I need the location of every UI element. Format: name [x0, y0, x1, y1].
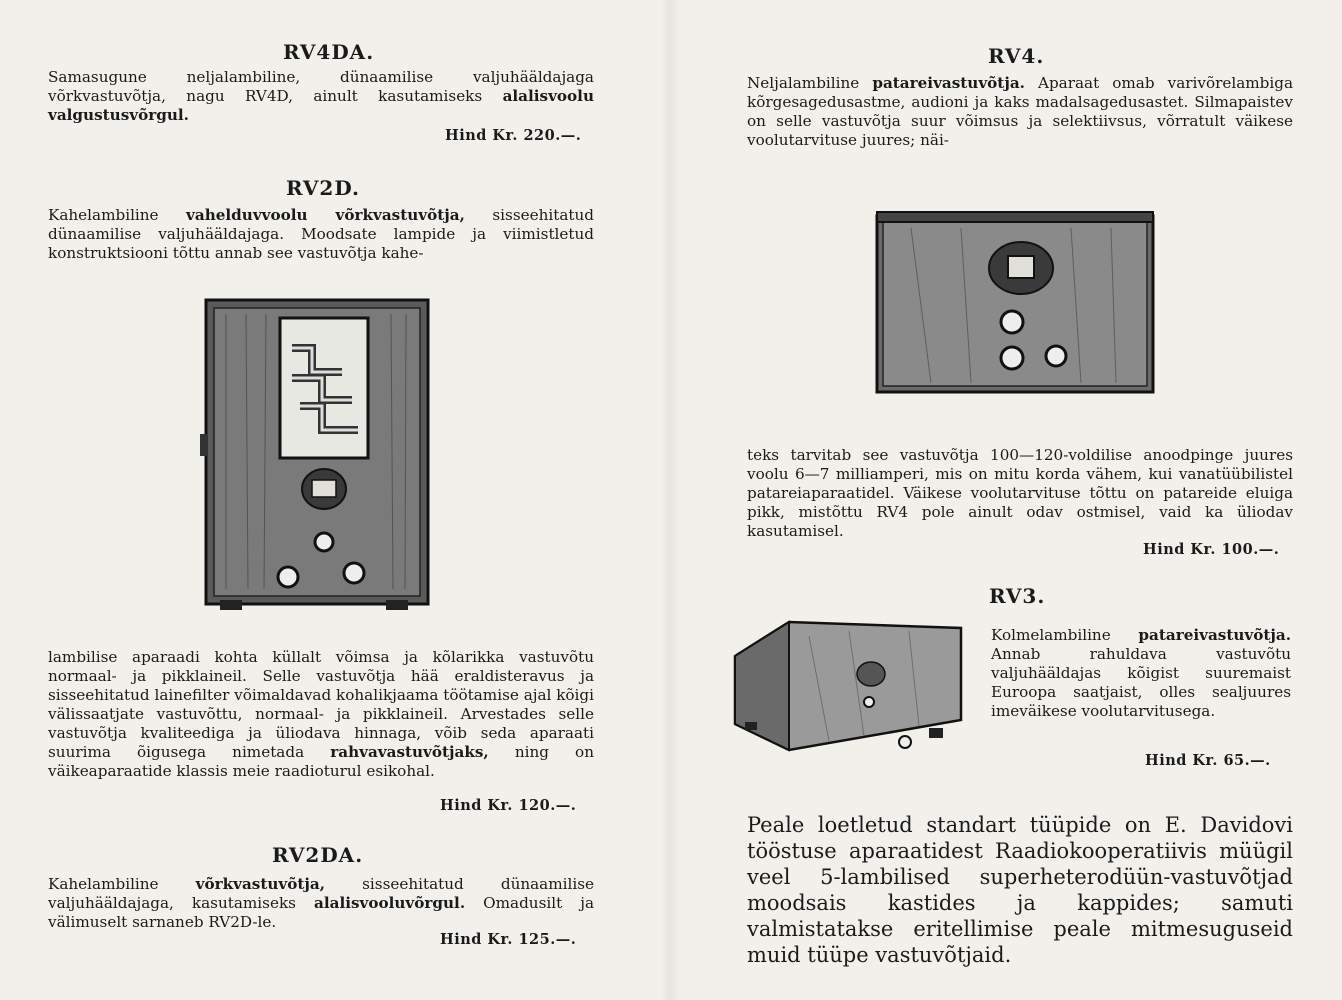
rv4da-price: Hind Kr. 220.—.: [445, 127, 582, 144]
rv2d-description-bottom: [48, 648, 594, 781]
rv3-text-cont: Annab rahuldava vastuvõtu valjuhääldajas kõigist suuremaist Euroopa saatjaist, olles sealjuures imeväikese voolutarvitusega.: [991, 645, 1291, 720]
rv2da-text: Kahelambiline: [48, 875, 196, 893]
rv2da-text-c: sisseehitatud dünaamilise valjuhääldajaga, kasutamiseks: [48, 875, 594, 912]
rv2d-price: Hind Kr. 120.—.: [440, 797, 577, 814]
rv3-price: Hind Kr. 65.—.: [1145, 752, 1271, 769]
rv2da-description: [48, 875, 594, 932]
rv2da-text-bold: võrkvastuvõtja,: [195, 875, 326, 893]
rv4-price: Hind Kr. 100.—.: [1143, 541, 1280, 558]
rv4da-text: Samasugune neljalambiline, dünaamilise valjuhääldajaga võrkvastuvõtja, nagu RV4D, ainult kasutamiseks: [48, 68, 594, 105]
rv4da-text-bold: alalisvoolu valgustusvõrgul.: [48, 87, 594, 124]
rv2da-title: RV2DA.: [272, 843, 364, 867]
rv4-text: Neljalambiline: [747, 74, 873, 92]
rv3-text-bold: patareivastuvõtja.: [1138, 626, 1291, 644]
rv2d-text-f: ning on väikeaparaatide klassis meie raadioturul esikohal.: [48, 743, 594, 780]
rv2d-text-bold-e: rahvavastuvõtjaks,: [330, 743, 489, 761]
rv3-title: RV3.: [989, 584, 1046, 608]
rv4da-title: RV4DA.: [283, 40, 375, 64]
rv4-description-bottom: teks tarvitab see vastuvõtja 100—120-voldilise anoodpinge juures voolu 6—7 milliamperi, mis on mitu korda vähem, kui vanatüübilistel patareiaparaatidel. Väikese voolutarvituse tõttu on patareide eluiga pikk, mistõttu RV4 pole ainult odav ostmisel, vaid ka üliodav kasutamisel.: [747, 446, 1293, 540]
rv2d-text-d: lambilise aparaadi kohta küllalt võimsa ja kõlarikka vastuvõtu normaal- ja pikklaineil. Selle vastuvõtja hää eraldisteravus ja sisseehitatud lainefilter võimaldavad kohalikjaama töötamise ajal kõigi välissaatjate vastuvõttu, normaal- ja pikklaineil. Arvestades selle vastuvõtja kvaliteediga ja üliodava hinnaga, võib seda aparaati suurima õigusega nimetada: [48, 648, 594, 761]
closing-paragraph: Peale loetletud standart tüüpide on E. Davidovi tööstuse aparaatidest Raadiokooperatiivis müügil veel 5-lambilised superheterodüün-vastuvõtjad moodsais kastides ja kappides; samuti valmistatakse eritellimise peale mitmesuguseid muid tüüpe vastuvõtjaid.: [747, 813, 1293, 967]
rv4-text-cont: Aparaat omab varivõrelambiga kõrgesagedusastme, audioni ja kaks madalsagedusastet. Silmapaistev on selle vastuvõtja suur võimsus ja selektiivsus, võrratult väikese voolutarvituse juures; näi-: [747, 74, 1294, 149]
rv3-radio-illustration: [729, 616, 967, 758]
right-page: [671, 0, 1342, 1000]
rv2da-price: Hind Kr. 125.—.: [440, 931, 577, 948]
rv2d-text: Kahelambiline: [48, 206, 187, 224]
rv2d-title: RV2D.: [286, 176, 360, 200]
rv2d-text-cont: sisseehitatud dünaamilise valjuhääldajaga. Moodsate lampide ja viimistletud konstruktsiooni tõttu annab see vastuvõtja kahe-: [48, 206, 594, 262]
rv2da-text-bold-d: alalisvooluvõrgul.: [314, 894, 466, 912]
rv4-description-top: [747, 74, 1293, 150]
rv4da-description: [48, 68, 594, 125]
rv4-radio-illustration: [871, 208, 1161, 398]
rv2d-radio-illustration: [196, 294, 436, 616]
rv4-title: RV4.: [988, 44, 1045, 68]
rv3-description: [991, 626, 1291, 721]
rv4-text-bold: patareivastuvõtja.: [872, 74, 1025, 92]
rv2d-description-top: [48, 206, 594, 263]
rv2d-text-bold: vahelduvvoolu võrkvastuvõtja,: [186, 206, 465, 224]
rv2da-text-e: Omadusilt ja välimuselt sarnaneb RV2D-le.: [48, 894, 594, 931]
rv3-text: Kolmelambiline: [991, 626, 1139, 644]
